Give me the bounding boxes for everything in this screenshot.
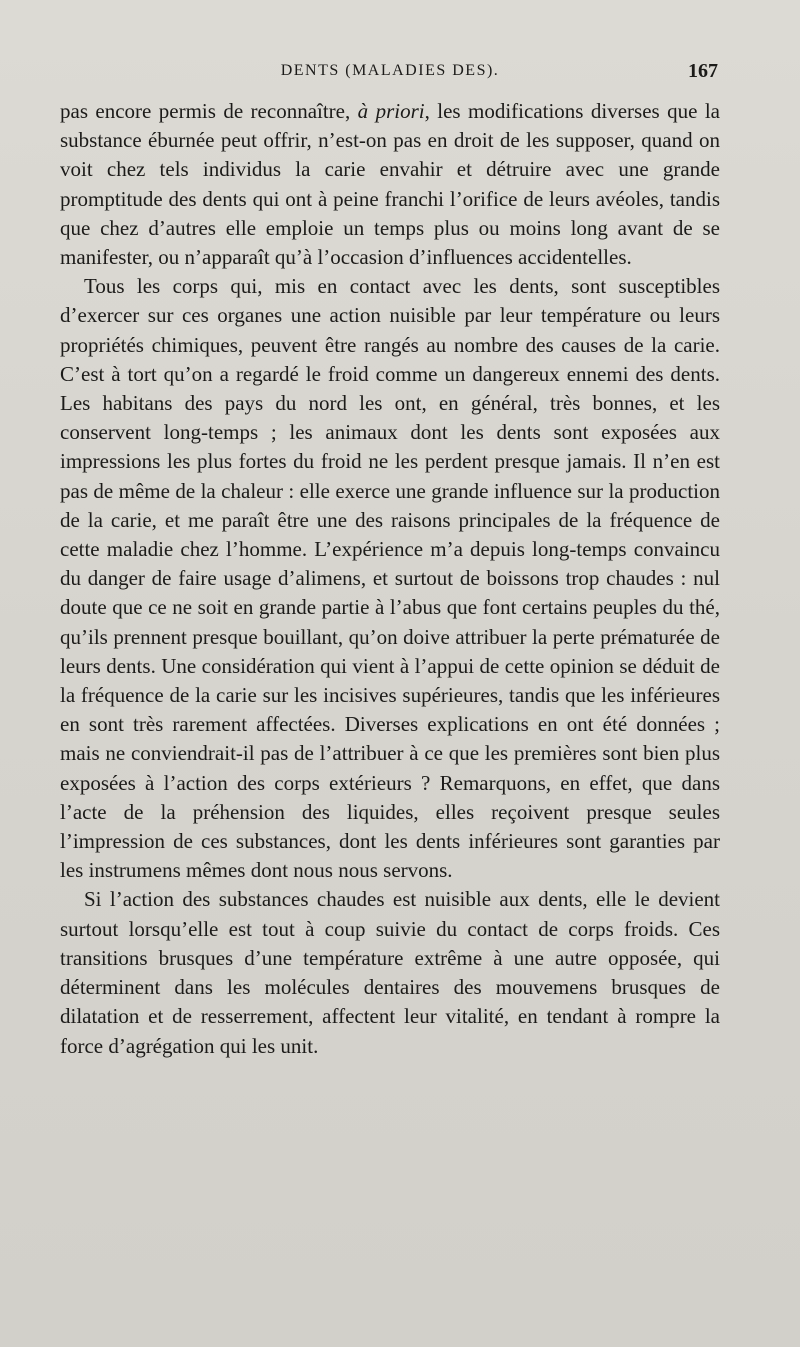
paragraph-2: Tous les corps qui, mis en contact avec les dents, sont susceptibles d’exercer sur ces organes une action nuisible par leur température ou leurs propriétés chimiques, peuvent être rangés au nombre des causes de la carie. C’est à tort qu’on a regardé le froid comme un dangereux ennemi des dents. Les habitans des pays du nord les ont, en général, très bonnes, et les conservent long-temps ; les animaux dont les dents sont exposées aux impressions les plus fortes du froid ne les perdent presque jamais. Il n’en est pas de même de la chaleur : elle exerce une grande influence sur la production de la carie, et me paraît être une des raisons principales de la fréquence de cette maladie chez l’homme. L’expérience m’a depuis long-temps convaincu du danger de faire usage d’alimens, et surtout de boissons trop chaudes : nul doute que ce ne soit en grande partie à l’abus que font certains peuples du thé, qu’ils prennent presque bouillant, qu’on doive attribuer la perte prématurée de leurs dents. Une considération qui vient à l’appui de cette opinion se déduit de la fréquence de la carie sur les incisives supérieures, tandis que les inférieures en sont très rarement affectées. Diverses explications en ont été données ; mais ne conviendrait-il pas de l’attribuer à ce que les premières sont bien plus exposées à l’action des corps extérieurs ? Remarquons, en effet, que dans l’acte de la préhension des liquides, elles reçoivent presque seules l’impression de ces substances, dont les dents inférieures sont garanties par les instrumens mêmes dont nous nous servons. bbox=[60, 274, 720, 883]
running-head: DENTS (MALADIES DES). bbox=[280, 62, 500, 79]
paragraph-1-end: , les modifications diverses que la substance éburnée peut offrir, n’est-on pas en droit de les supposer, quand on voit chez tels individus la carie envahir et détruire avec une grande promptitude des dents qui ont à peine franchi l’orifice de leurs avéoles, tandis que chez d’autres elle emploie un temps plus ou moins long avant de se manifester, ou n’apparaît qu’à l’occasion d’influences accidentelles. bbox=[60, 99, 721, 270]
page-header bbox=[60, 62, 720, 86]
paragraph-1-emphasis: à priori bbox=[357, 99, 425, 123]
page-number: 167 bbox=[688, 60, 718, 82]
body-text bbox=[60, 97, 720, 1061]
paragraph-1-start: pas encore permis de reconnaître, bbox=[60, 99, 358, 123]
paragraph-1 bbox=[60, 97, 720, 272]
paragraph-3: Si l’action des substances chaudes est nuisible aux dents, elle le devient surtout lorsqu’elle est tout à coup suivie du contact de corps froids. Ces transitions brusques d’une température extrême à une autre opposée, qui déterminent dans les molécules dentaires des mouvemens brusques de dilatation et de resserrement, affectent leur vitalité, en tendant à rompre la force d’agrégation qui les unit. bbox=[60, 887, 720, 1058]
